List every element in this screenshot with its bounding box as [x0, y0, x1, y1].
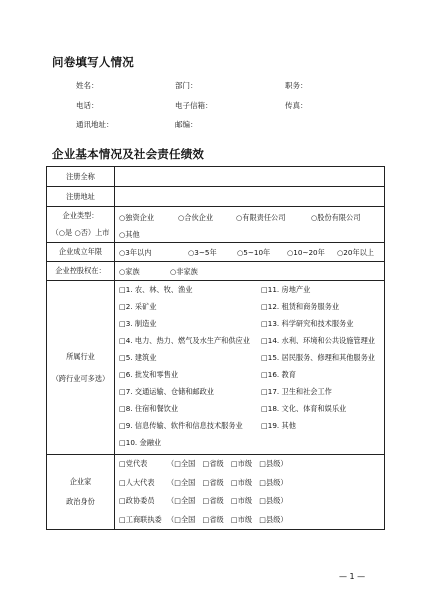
industry-option[interactable]: □15. 居民服务、修理和其他服务业 [261, 353, 375, 362]
row-years [47, 243, 385, 262]
control-option-family[interactable]: ○家族 [119, 267, 140, 276]
political-level-options[interactable]: （□全国 □省级 □市级 □县级） [167, 514, 288, 524]
control-options [115, 262, 385, 281]
type-option-llc[interactable]: ○有限责任公司 [236, 213, 286, 222]
political-label-line1: 企业家 [69, 477, 92, 486]
years-option-2[interactable]: ○3~5年 [188, 248, 217, 257]
industry-option[interactable]: □12. 租赁和商务服务业 [261, 302, 340, 311]
industry-option[interactable]: □3. 制造业 [119, 319, 157, 328]
type-option-other[interactable]: ○其他 [119, 230, 140, 239]
industry-option[interactable]: □16. 教育 [261, 370, 296, 379]
address-label: 通讯地址： [76, 120, 114, 129]
years-option-5[interactable]: ○20年以上 [337, 248, 374, 257]
industry-label-line2: （跨行业可多选） [51, 373, 110, 383]
industry-option[interactable]: □14. 水利、环境和公共设施管理业 [261, 336, 375, 345]
company-type-label-line1: 企业类型： [62, 211, 99, 220]
company-type-label [47, 207, 115, 243]
industry-option[interactable]: □8. 住宿和餐饮业 [119, 404, 179, 413]
industry-option[interactable]: □10. 金融业 [119, 438, 162, 447]
registered-name-label: 注册全称 [47, 167, 115, 187]
industry-option[interactable]: □18. 文化、体育和娱乐业 [261, 404, 347, 413]
political-row [115, 511, 384, 530]
industry-option[interactable]: □7. 交通运输、仓储和邮政业 [119, 387, 214, 396]
political-role-option[interactable]: □党代表 [119, 459, 148, 468]
political-row [115, 474, 384, 493]
section-title-company: 企业基本情况及社会责任绩效 [52, 147, 205, 161]
section-title-respondent: 问卷填写人情况 [52, 55, 134, 69]
industry-option[interactable]: □4. 电力、热力、燃气及水生产和供应业 [119, 336, 250, 345]
political-level-options[interactable]: （□全国 □省级 □市级 □县级） [167, 477, 288, 487]
type-option-joint-stock[interactable]: ○股份有限公司 [311, 213, 361, 222]
phone-label: 电话： [76, 101, 99, 110]
row-registered-address [47, 187, 385, 207]
years-option-3[interactable]: ○5~10年 [237, 248, 271, 257]
registered-address-field[interactable] [115, 187, 385, 207]
years-options [115, 243, 385, 262]
type-option-sole[interactable]: ○独资企业 [119, 213, 155, 222]
political-options [115, 455, 385, 530]
company-type-options [115, 207, 385, 243]
row-industry [47, 281, 385, 455]
email-label: 电子信箱： [175, 101, 213, 110]
type-option-partnership[interactable]: ○合伙企业 [178, 213, 214, 222]
political-role-option[interactable]: □人大代表 [119, 477, 155, 487]
industry-option[interactable]: □11. 房地产业 [261, 285, 311, 294]
political-role-option[interactable]: □政协委员 [119, 496, 155, 505]
years-label: 企业成立年限 [47, 243, 115, 262]
registered-name-field[interactable] [115, 167, 385, 187]
company-info-table [46, 166, 385, 530]
dept-label: 部门： [175, 81, 198, 90]
control-option-non-family[interactable]: ○非家族 [170, 267, 198, 276]
industry-option[interactable]: □17. 卫生和社会工作 [261, 387, 332, 396]
row-political [47, 455, 385, 530]
fax-label: 传真： [285, 101, 308, 110]
row-control [47, 262, 385, 281]
industry-label [47, 281, 115, 455]
row-registered-name [47, 167, 385, 187]
industry-option[interactable]: □6. 批发和零售业 [119, 370, 179, 379]
industry-option[interactable]: □5. 建筑业 [119, 353, 157, 362]
political-role-option[interactable]: □工商联执委 [119, 514, 162, 524]
political-label [47, 455, 115, 530]
position-label: 职务： [285, 81, 308, 90]
industry-label-line1: 所属行业 [66, 351, 95, 361]
page-number: — 1 — [339, 572, 366, 581]
name-label: 姓名： [76, 81, 99, 90]
political-label-line2: 政治身份 [66, 497, 95, 506]
registered-address-label: 注册地址 [47, 187, 115, 207]
industry-option[interactable]: □1. 农、林、牧、渔业 [119, 285, 193, 294]
industry-option[interactable]: □13. 科学研究和技术服务业 [261, 319, 354, 328]
industry-options [115, 281, 385, 455]
industry-option[interactable]: □9. 信息传输、软件和信息技术服务业 [119, 421, 243, 430]
postcode-label: 邮编： [175, 120, 198, 129]
political-row [115, 455, 384, 474]
row-company-type [47, 207, 385, 243]
industry-option[interactable]: □19. 其他 [261, 421, 296, 430]
industry-option[interactable]: □2. 采矿业 [119, 302, 157, 311]
control-label: 企业控股权在： [47, 262, 115, 281]
political-level-options[interactable]: （□全国 □省级 □市级 □县级） [167, 459, 288, 468]
years-option-1[interactable]: ○3年以内 [119, 248, 152, 257]
political-level-options[interactable]: （□全国 □省级 □市级 □县级） [167, 496, 288, 505]
years-option-4[interactable]: ○10~20年 [287, 248, 325, 257]
political-row [115, 492, 384, 511]
company-type-label-line2: （○是 ○否）上市 [51, 228, 110, 237]
